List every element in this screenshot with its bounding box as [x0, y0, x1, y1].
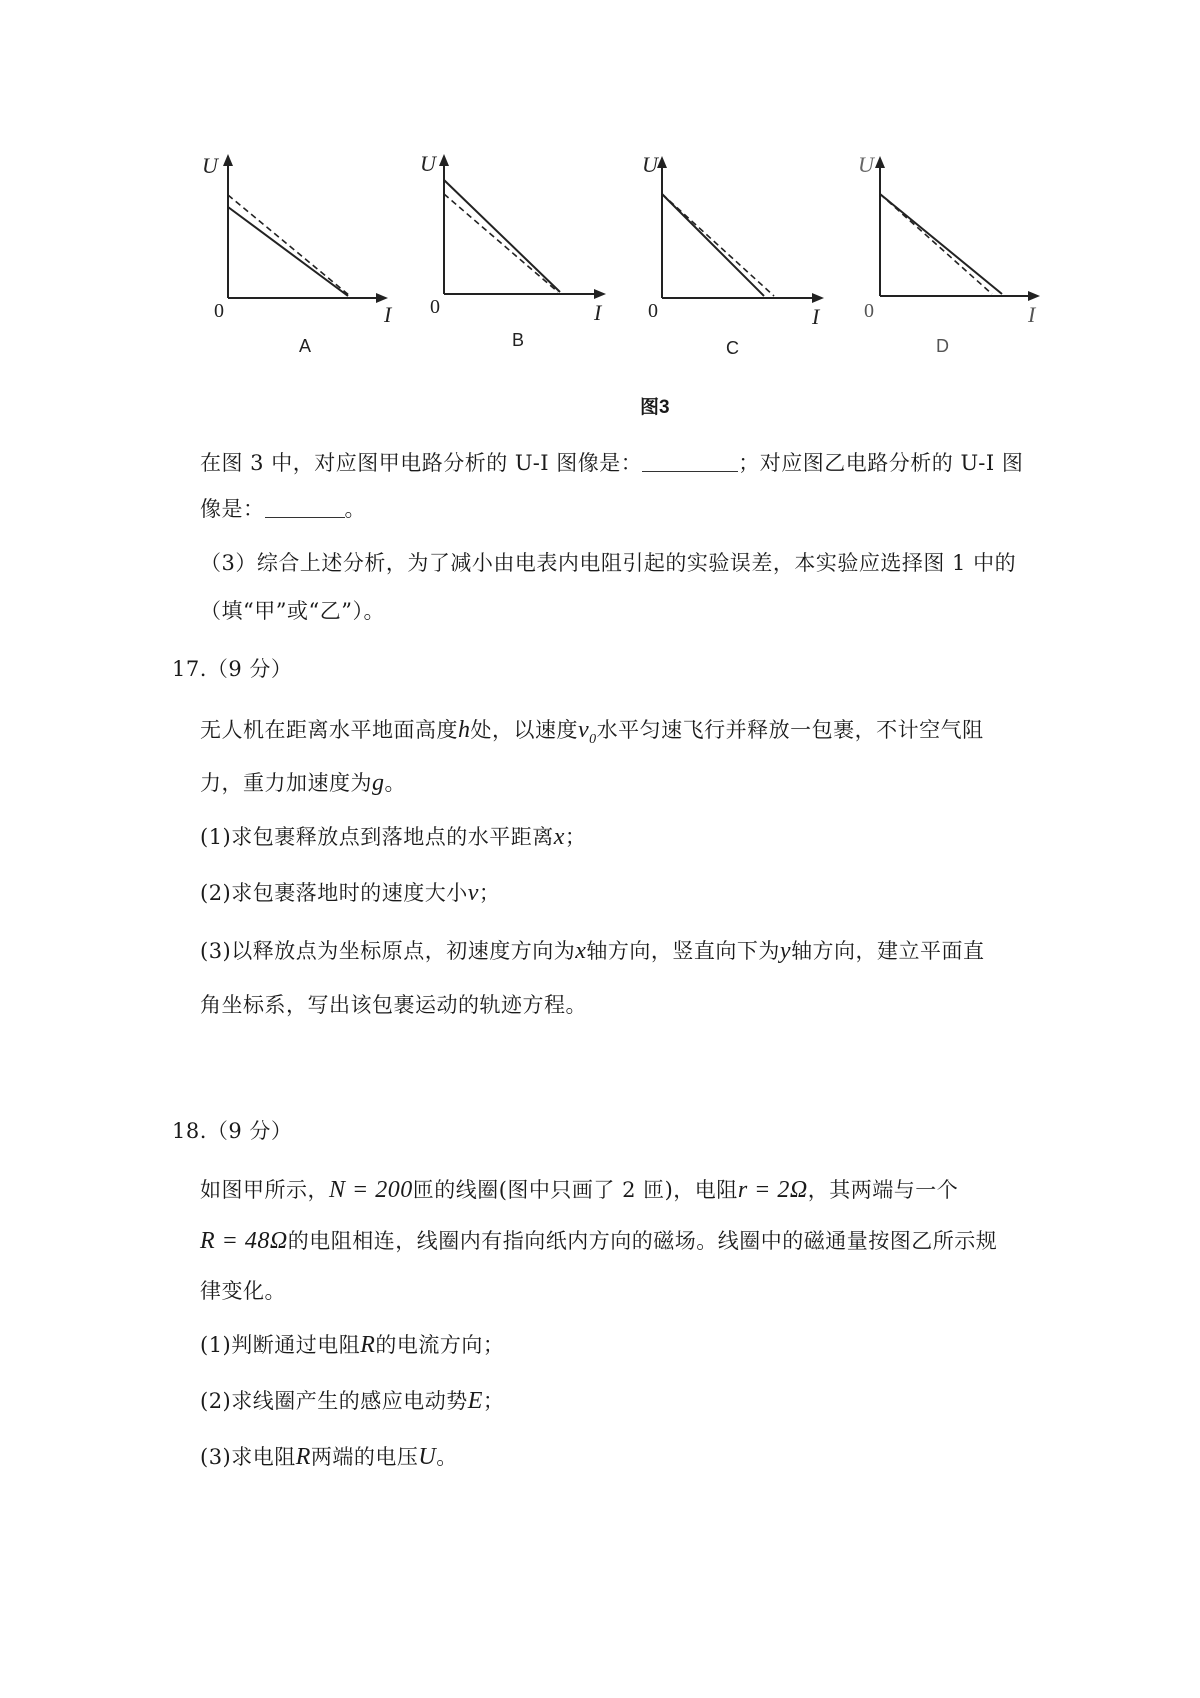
graph-b-origin: 0 — [430, 296, 440, 318]
q17-intro-line2: 力，重力加速度为g。 — [200, 770, 406, 796]
graph-d-label: D — [936, 336, 949, 356]
q16-part3-line1: （3）综合上述分析，为了减小由电表内电阻引起的实验误差，本实验应选择图 1 中的 — [200, 551, 1017, 575]
var-v0: $v_0$ — [578, 717, 597, 747]
graph-a-u-label: U — [202, 153, 218, 178]
graph-d-origin: 0 — [864, 300, 874, 322]
var-r-resistor: R — [360, 1332, 376, 1358]
q17-header: 17.（9 分） — [172, 657, 293, 681]
q17-part3-line1: (3)以释放点为坐标原点，初速度方向为x轴方向，竖直向下为y轴方向，建立平面直 — [200, 938, 985, 964]
q18-header: 18.（9 分） — [172, 1119, 293, 1143]
q17-part2: (2)求包裹落地时的速度大小v； — [200, 880, 501, 906]
var-x-axis: x — [575, 938, 587, 964]
graph-c-plot — [640, 150, 860, 380]
q18-intro-line3: 律变化。 — [200, 1279, 286, 1303]
graph-d — [856, 150, 1076, 380]
q16-answer-blank-2[interactable] — [265, 495, 345, 518]
graph-d-plot — [856, 150, 1076, 380]
var-u: U — [418, 1444, 437, 1470]
var-h: h — [458, 717, 471, 743]
graph-b — [418, 150, 638, 380]
graph-b-i-label: I — [594, 300, 602, 325]
graph-b-u-label: U — [420, 151, 436, 176]
graph-a-label: A — [299, 336, 312, 356]
q16-line2: 像是： 。 — [200, 497, 366, 521]
figure-caption: 图3 — [640, 397, 670, 418]
var-r-resistor-2: R — [295, 1444, 311, 1470]
q16-line1: 在图 3 中，对应图甲电路分析的 U-I 图像是： ；对应图乙电路分析的 U-I 图 — [200, 451, 1024, 475]
graph-b-plot — [418, 150, 638, 380]
graph-d-u-label: U — [858, 152, 874, 177]
q17-part3-line2: 角坐标系，写出该包裹运动的轨迹方程。 — [200, 993, 587, 1017]
graph-c — [640, 150, 860, 380]
graph-c-label: C — [726, 338, 739, 358]
q18-part1: (1)判断通过电阻R的电流方向； — [200, 1332, 505, 1358]
graph-d-i-label: I — [1028, 302, 1036, 327]
eq-n: N = 200 — [329, 1177, 413, 1203]
q17-intro-line1: 无人机在距离水平地面高度h处，以速度$v_0$水平匀速飞行并释放一包裹，不计空气阻 — [200, 717, 984, 747]
q18-part2: (2)求线圈产生的感应电动势E； — [200, 1388, 505, 1414]
var-v: v — [467, 880, 479, 906]
graph-a — [200, 150, 420, 380]
graph-c-i-label: I — [812, 304, 820, 329]
var-g: g — [372, 770, 385, 796]
q18-intro-line2: R = 48Ω的电阻相连，线圈内有指向纸内方向的磁场。线圈中的磁通量按图乙所示规 — [200, 1228, 998, 1254]
q16-part3-line2: （填“甲”或“乙”）。 — [200, 599, 385, 623]
graph-a-origin: 0 — [214, 300, 224, 322]
q18-part3: (3)求电阻R两端的电压U。 — [200, 1444, 458, 1470]
eq-big-r: R = 48Ω — [200, 1228, 288, 1254]
var-x: x — [553, 824, 565, 850]
graph-c-u-label: U — [642, 152, 658, 177]
var-e: E — [467, 1388, 483, 1414]
q18-intro-line1: 如图甲所示，N = 200匝的线圈(图中只画了 2 匝)，电阻r = 2Ω，其两端与一个 — [200, 1177, 959, 1203]
eq-r: r = 2Ω — [737, 1177, 808, 1203]
var-y-axis: y — [779, 938, 792, 964]
graph-b-label: B — [512, 330, 525, 350]
graph-c-origin: 0 — [648, 300, 658, 322]
q16-answer-blank-1[interactable] — [642, 449, 738, 472]
graph-a-i-label: I — [384, 302, 392, 327]
q17-part1: (1)求包裹释放点到落地点的水平距离x； — [200, 824, 587, 850]
